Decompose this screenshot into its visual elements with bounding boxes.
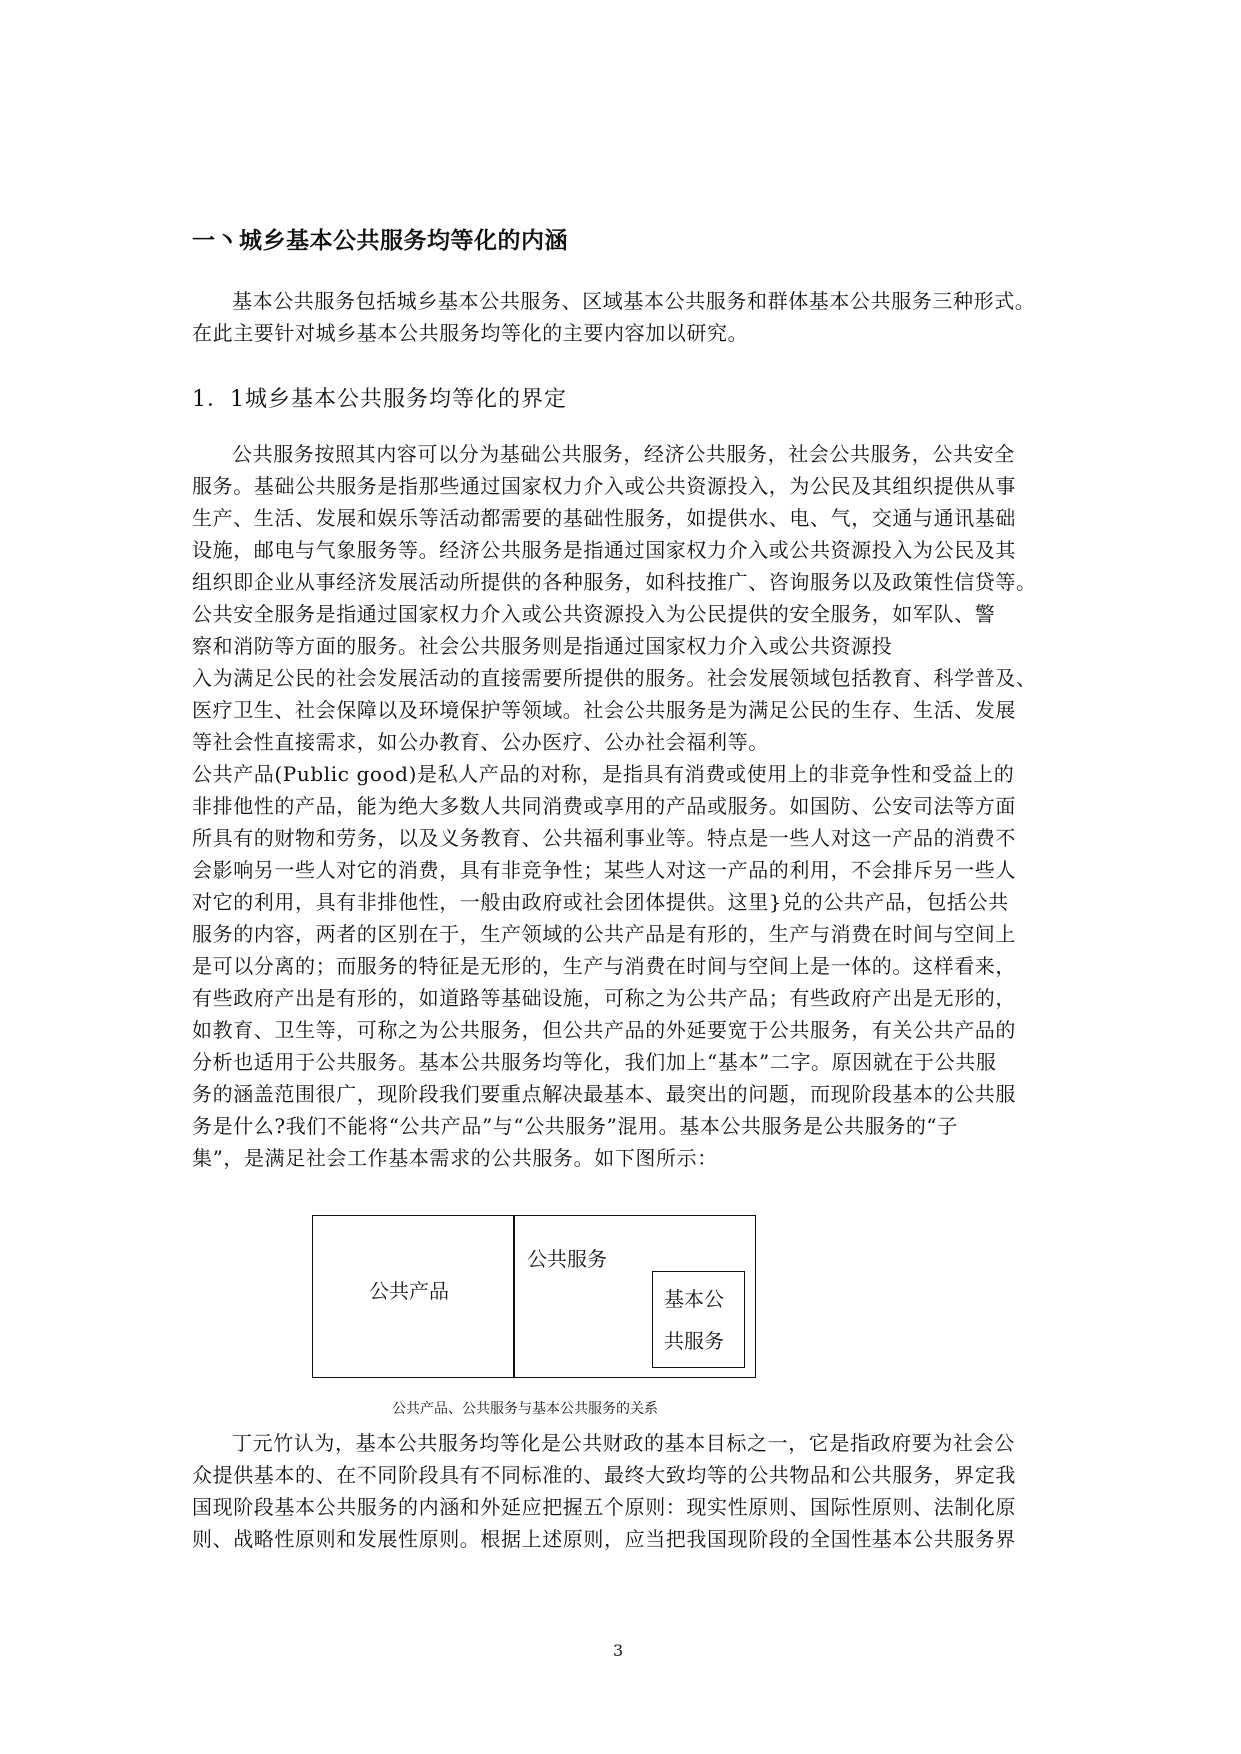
diagram-divider	[513, 1215, 515, 1378]
intro-line: 在此主要针对城乡基本公共服务均等化的主要内容加以研究。	[192, 321, 749, 345]
body-line: 务的涵盖范围很广，现阶段我们要重点解决最基本、最突出的问题，而现阶段基本的公共服	[192, 1082, 1016, 1106]
intro-line: 基本公共服务包括城乡基本公共服务、区域基本公共服务和群体基本公共服务三种形式。	[232, 289, 1036, 313]
body-line: 生产、生活、发展和娱乐等活动都需要的基础性服务，如提供水、电、气，交通与通讯基础	[192, 506, 1016, 530]
body-line: 是可以分离的；而服务的特征是无形的，生产与消费在时间与空间上是一体的。这样看来，	[192, 954, 1016, 978]
body-line: 入为满足公民的社会发展活动的直接需要所提供的服务。社会发展领域包括教育、科学普及、	[192, 666, 1037, 690]
body-line: 非排他性的产品，能为绝大多数人共同消费或享用的产品或服务。如国防、公安司法等方面	[192, 794, 1016, 818]
body-line: 如教育、卫生等，可称之为公共服务，但公共产品的外延要宽于公共服务，有关公共产品的	[192, 1018, 1016, 1042]
body-line: 公共服务按照其内容可以分为基础公共服务，经济公共服务，社会公共服务，公共安全	[232, 442, 1015, 466]
body-line: 医疗卫生、社会保障以及环境保护等领域。社会公共服务是为满足公民的生存、生活、发展	[192, 698, 1016, 722]
body-line: 对它的利用，具有非排他性，一般由政府或社会团体提供。这里}兑的公共产品，包括公共	[192, 890, 1009, 914]
body-line: 公共安全服务是指通过国家权力介入或公共资源投入为公民提供的安全服务，如军队、警	[192, 602, 996, 626]
body-line: 等社会性直接需求，如公办教育、公办医疗、公办社会福利等。	[192, 730, 769, 754]
closing-line: 众提供基本的、在不同阶段具有不同标准的、最终大致均等的公共物品和公共服务，界定我	[192, 1463, 1016, 1487]
diagram-label-public-goods: 公共产品	[369, 1279, 449, 1303]
body-line: 集”，是满足社会工作基本需求的公共服务。如下图所示：	[192, 1146, 718, 1170]
subsection-title: 1．1城乡基本公共服务均等化的界定	[192, 387, 567, 412]
section-title: 一丶城乡基本公共服务均等化的内涵	[192, 228, 568, 254]
diagram-label-public-services: 公共服务	[527, 1247, 607, 1271]
body-line: 会影响另一些人对它的消费，具有非竞争性；某些人对这一产品的利用，不会排斥另一些人	[192, 858, 1016, 882]
body-line: 分析也适用于公共服务。基本公共服务均等化，我们加上“基本”二字。原因就在于公共服	[192, 1050, 997, 1074]
body-line: 务是什么?我们不能将“公共产品”与“公共服务”混用。基本公共服务是公共服务的“子	[192, 1114, 958, 1138]
body-line: 设施，邮电与气象服务等。经济公共服务是指通过国家权力介入或公共资源投入为公民及其	[192, 538, 1016, 562]
body-line: 服务。基础公共服务是指那些通过国家权力介入或公共资源投入，为公民及其组织提供从事	[192, 474, 1016, 498]
closing-line: 则、战略性原则和发展性原则。根据上述原则，应当把我国现阶段的全国性基本公共服务界	[192, 1527, 1016, 1551]
body-line: 有些政府产出是有形的，如道路等基础设施，可称之为公共产品；有些政府产出是无形的，	[192, 986, 1016, 1010]
diagram-label-basic-services-1: 基本公	[664, 1287, 724, 1311]
body-line: 公共产品(Public good)是私人产品的对称，是指具有消费或使用上的非竞争性和受益上的	[192, 762, 1015, 786]
closing-line: 国现阶段基本公共服务的内涵和外延应把握五个原则：现实性原则、国际性原则、法制化原	[192, 1495, 1016, 1519]
diagram-caption: 公共产品、公共服务与基本公共服务的关系	[392, 1401, 658, 1417]
closing-line: 丁元竹认为，基本公共服务均等化是公共财政的基本目标之一，它是指政府要为社会公	[232, 1431, 1015, 1455]
body-line: 组织即企业从事经济发展活动所提供的各种服务，如科技推广、咨询服务以及政策性信贷等。	[192, 570, 1037, 594]
page-number: 3	[613, 1641, 624, 1660]
diagram-label-basic-services-2: 共服务	[664, 1329, 724, 1353]
body-line: 服务的内容，两者的区别在于，生产领域的公共产品是有形的，生产与消费在时间与空间上	[192, 922, 1016, 946]
body-line: 察和消防等方面的服务。社会公共服务则是指通过国家权力介入或公共资源投	[192, 634, 893, 658]
body-line: 所具有的财物和劳务，以及义务教育、公共福利事业等。特点是一些人对这一产品的消费不	[192, 826, 1016, 850]
